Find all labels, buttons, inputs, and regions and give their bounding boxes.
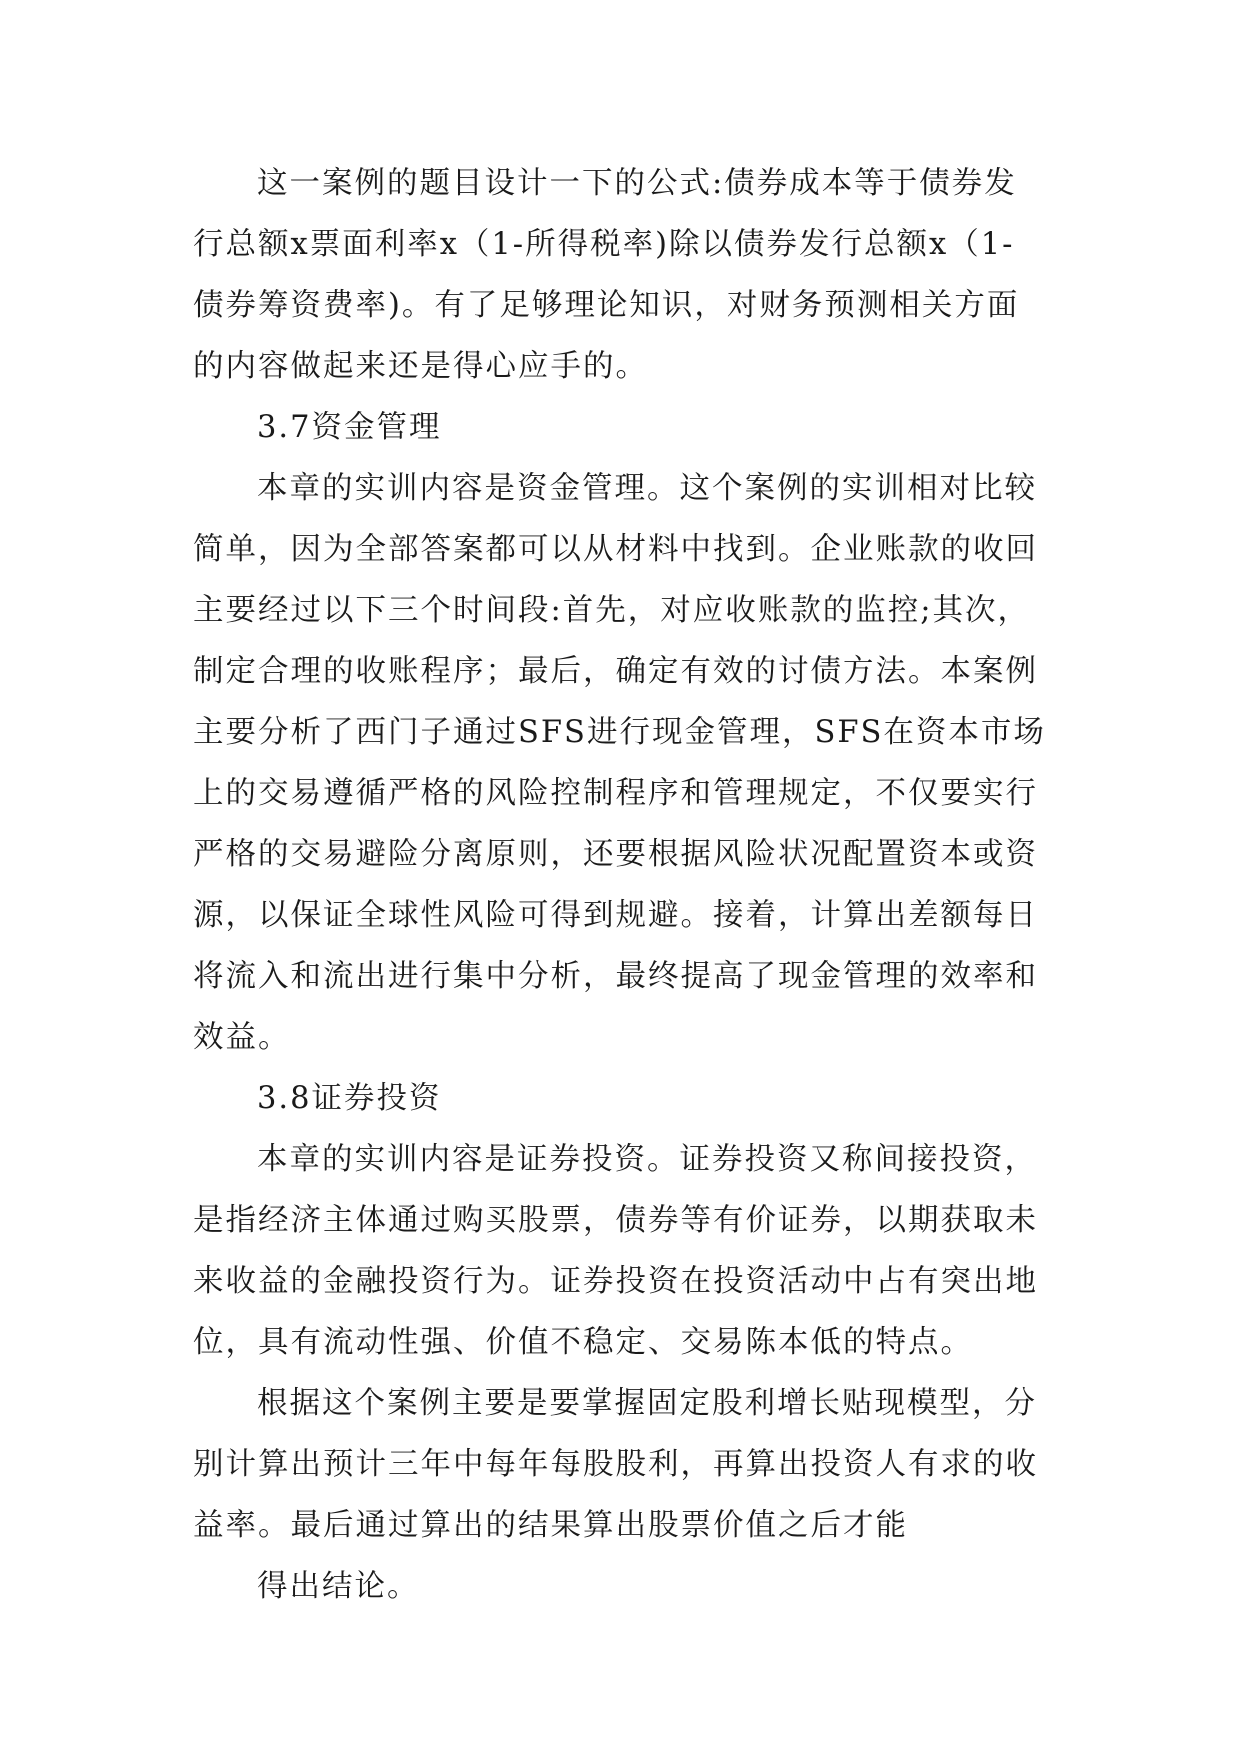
paragraph-line: 简单，因为全部答案都可以从材料中找到。企业账款的收回	[193, 532, 1038, 567]
paragraph-line: 债券筹资费率)。有了足够理论知识，对财务预测相关方面	[193, 288, 1020, 323]
paragraph-line: 本章的实训内容是证券投资。证券投资又称间接投资，	[257, 1142, 1037, 1177]
paragraph-line: 益率。最后通过算出的结果算出股票价值之后才能	[193, 1508, 908, 1543]
paragraph-securities-investment	[193, 1129, 1053, 1373]
paragraph-line: 制定合理的收账程序；最后，确定有效的讨债方法。本案例	[193, 654, 1038, 689]
paragraph-fund-management	[193, 458, 1053, 1068]
paragraph-line: 源，以保证全球性风险可得到规避。接着，计算出差额每日	[193, 898, 1038, 933]
paragraph-line: 将流入和流出进行集中分析，最终提高了现金管理的效率和	[193, 959, 1038, 994]
paragraph-line: 的内容做起来还是得心应手的。	[193, 349, 648, 384]
paragraph-line: 是指经济主体通过购买股票，债券等有价证券，以期获取未	[193, 1203, 1038, 1238]
document-body	[193, 153, 1053, 1617]
paragraph-dividend-model	[193, 1373, 1053, 1556]
paragraph-line: 根据这个案例主要是要掌握固定股利增长贴现模型，分	[257, 1386, 1037, 1421]
paragraph-line: 来收益的金融投资行为。证券投资在投资活动中占有突出地	[193, 1264, 1038, 1299]
section-heading-securities-investment: 3.8证券投资	[257, 1081, 442, 1116]
section-heading-fund-management: 3.7资金管理	[257, 410, 442, 445]
paragraph-bond-cost-formula	[193, 153, 1053, 397]
paragraph-line: 得出结论。	[257, 1569, 420, 1604]
paragraph-line: 效益。	[193, 1020, 291, 1055]
paragraph-line: 本章的实训内容是资金管理。这个案例的实训相对比较	[257, 471, 1037, 506]
paragraph-line: 主要分析了西门子通过SFS进行现金管理，SFS在资本市场	[193, 715, 1046, 750]
paragraph-line: 行总额x票面利率x（1-所得税率)除以债券发行总额x（1-	[193, 227, 1015, 262]
paragraph-line: 位，具有流动性强、价值不稳定、交易陈本低的特点。	[193, 1325, 973, 1360]
paragraph-line: 上的交易遵循严格的风险控制程序和管理规定，不仅要实行	[193, 776, 1038, 811]
paragraph-conclusion	[193, 1556, 1053, 1617]
paragraph-line: 这一案例的题目设计一下的公式:债券成本等于债券发	[257, 166, 1017, 201]
paragraph-line: 严格的交易避险分离原则，还要根据风险状况配置资本或资	[193, 837, 1038, 872]
paragraph-line: 主要经过以下三个时间段:首先，对应收账款的监控;其次，	[193, 593, 1031, 628]
paragraph-line: 别计算出预计三年中每年每股股利，再算出投资人有求的收	[193, 1447, 1038, 1482]
